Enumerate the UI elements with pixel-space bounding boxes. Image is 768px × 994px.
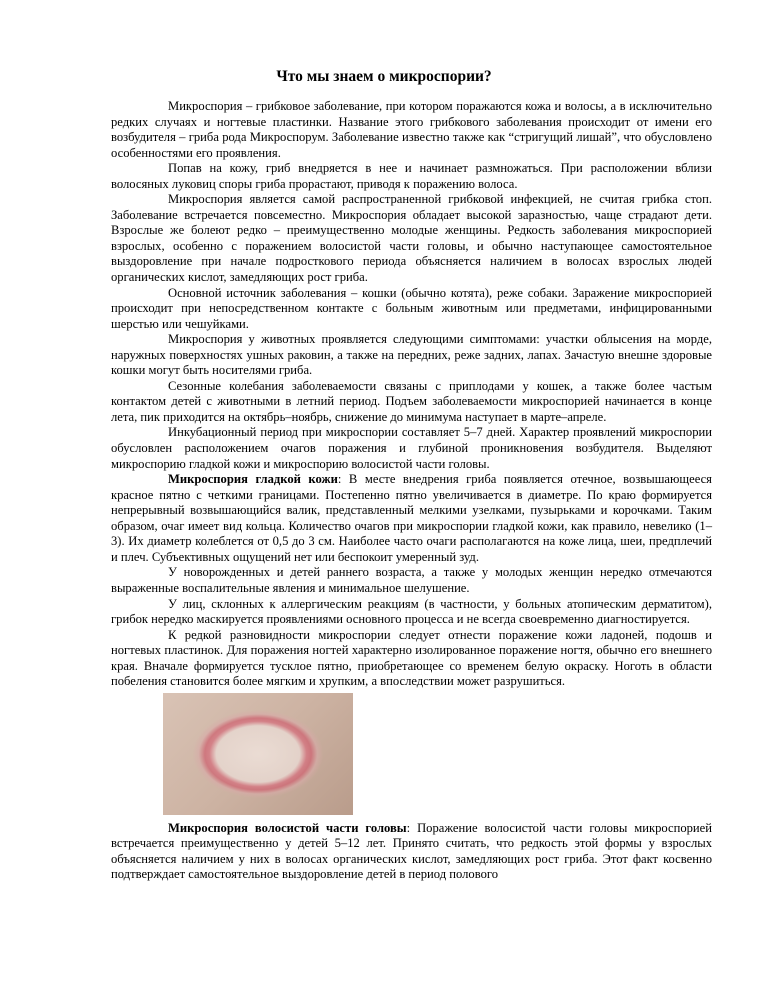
- paragraph: Сезонные колебания заболеваемости связаны с приплодами у кошек, а также более частым контактом детей с животными в летний период. Подъем заболеваемости микроспорией начинается в конце лета, пик приходится на октябрь–ноябрь, снижение до минимума наступает в марте–апреле.: [111, 378, 712, 424]
- paragraph: У новорожденных и детей раннего возраста, а также у молодых женщин нередко отмечаются выраженные воспалительные явления и минимальное шелушение.: [111, 565, 712, 595]
- paragraph-lead: Микроспория гладкой кожи: [168, 472, 338, 487]
- paragraph: Основной источник заболевания – кошки (обычно котята), реже собаки. Заражение микроспорией происходит при непосредственном контакте с больным животным или предметами, инфицированными шерстью или чешуйками.: [111, 285, 712, 331]
- paragraph: [111, 821, 712, 883]
- paragraph: Инкубационный период при микроспории составляет 5–7 дней. Характер проявлений микроспории обусловлен расположением очагов поражения и глубиной проникновения возбудителя. Выделяют микроспорию гладкой кожи и микроспорию волосистой части головы.: [111, 425, 712, 471]
- paragraph: Микроспория у животных проявляется следующими симптомами: участки облысения на морде, наружных поверхностях ушных раковин, а также на передних, реже задних, лапах. Зачастую внешне здоровые кошки могут быть носителями гриба.: [111, 332, 712, 378]
- paragraph: [111, 472, 712, 565]
- paragraph: Попав на кожу, гриб внедряется в нее и начинает размножаться. При расположении вблизи волосяных луковиц споры гриба прорастают, приводя к поражению волоса.: [111, 161, 712, 191]
- paragraph: Микроспория – грибковое заболевание, при котором поражаются кожа и волосы, а в исключительно редких случаях и ногтевые пластинки. Название этого грибкового заболевания происходит от имени его возбудителя – гриба рода Микроспорум. Заболевание известно также как “стригущий лишай”, что обусловлено особенностями его проявления.: [111, 99, 712, 160]
- page-title: Что мы знаем о микроспории?: [276, 68, 492, 85]
- paragraph-lead: Микроспория волосистой части головы: [168, 820, 407, 835]
- paragraph-text: : В месте внедрения гриба появляется отечное, возвышающееся красное пятно с четкими границами. Постепенно пятно увеличивается в диаметре. По краю формируется непрерывный возвышающийся валик, представленный мелкими узелками, пузырьками и корочками. Таким образом, очаг имеет вид кольца. Количество очагов при микроспории гладкой кожи, как правило, невелико (1–3). Их диаметр колеблется от 0,5 до 3 см. Наиболее часто очаги располагаются на коже лица, шеи, предплечий и плеч. Субъективных ощущений нет или беспокоит умеренный зуд.: [111, 472, 712, 564]
- paragraph: Микроспория является самой распространенной грибковой инфекцией, не считая грибка стоп. Заболевание встречается повсеместно. Микроспория обладает высокой заразностью, чаще страдают дети. Взрослые же болеют редко – преимущественно молодые женщины. Редкость заболевания микроспорией взрослых, особенно с поражением волосистой части головы, и обычно наступающее самостоятельное выздоровление при начале подросткового периода объясняется наличием в волосах взрослых людей органических кислот, замедляющих рост гриба.: [111, 192, 712, 285]
- skin-lesion-photo: [163, 693, 353, 815]
- paragraph: К редкой разновидности микроспории следует отнести поражение кожи ладоней, подошв и ногтевых пластинок. Для поражения ногтей характерно изолированное поражение ногтя, обычно его внешнего края. Вначале формируется тусклое пятно, приобретающее со временем белую окраску. Ноготь в области побеления становится более мягким и хрупким, а впоследствии может разрушиться.: [111, 627, 712, 689]
- paragraph-text: : Поражение волосистой части головы микроспорией встречается преимущественно у детей 5–12 лет. Принято считать, что редкость этой формы у взрослых объясняется наличием у них в волосах органических кислот, замедляющих рост гриба. Этот факт косвенно подтверждает самостоятельное выздоровление детей в период полового: [111, 820, 712, 882]
- article-body: [111, 99, 712, 883]
- paragraph: У лиц, склонных к аллергическим реакциям (в частности, у больных атопическим дерматитом), грибок нередко маскируется проявлениями основного процесса и не всегда своевременно диагностируется.: [111, 596, 712, 627]
